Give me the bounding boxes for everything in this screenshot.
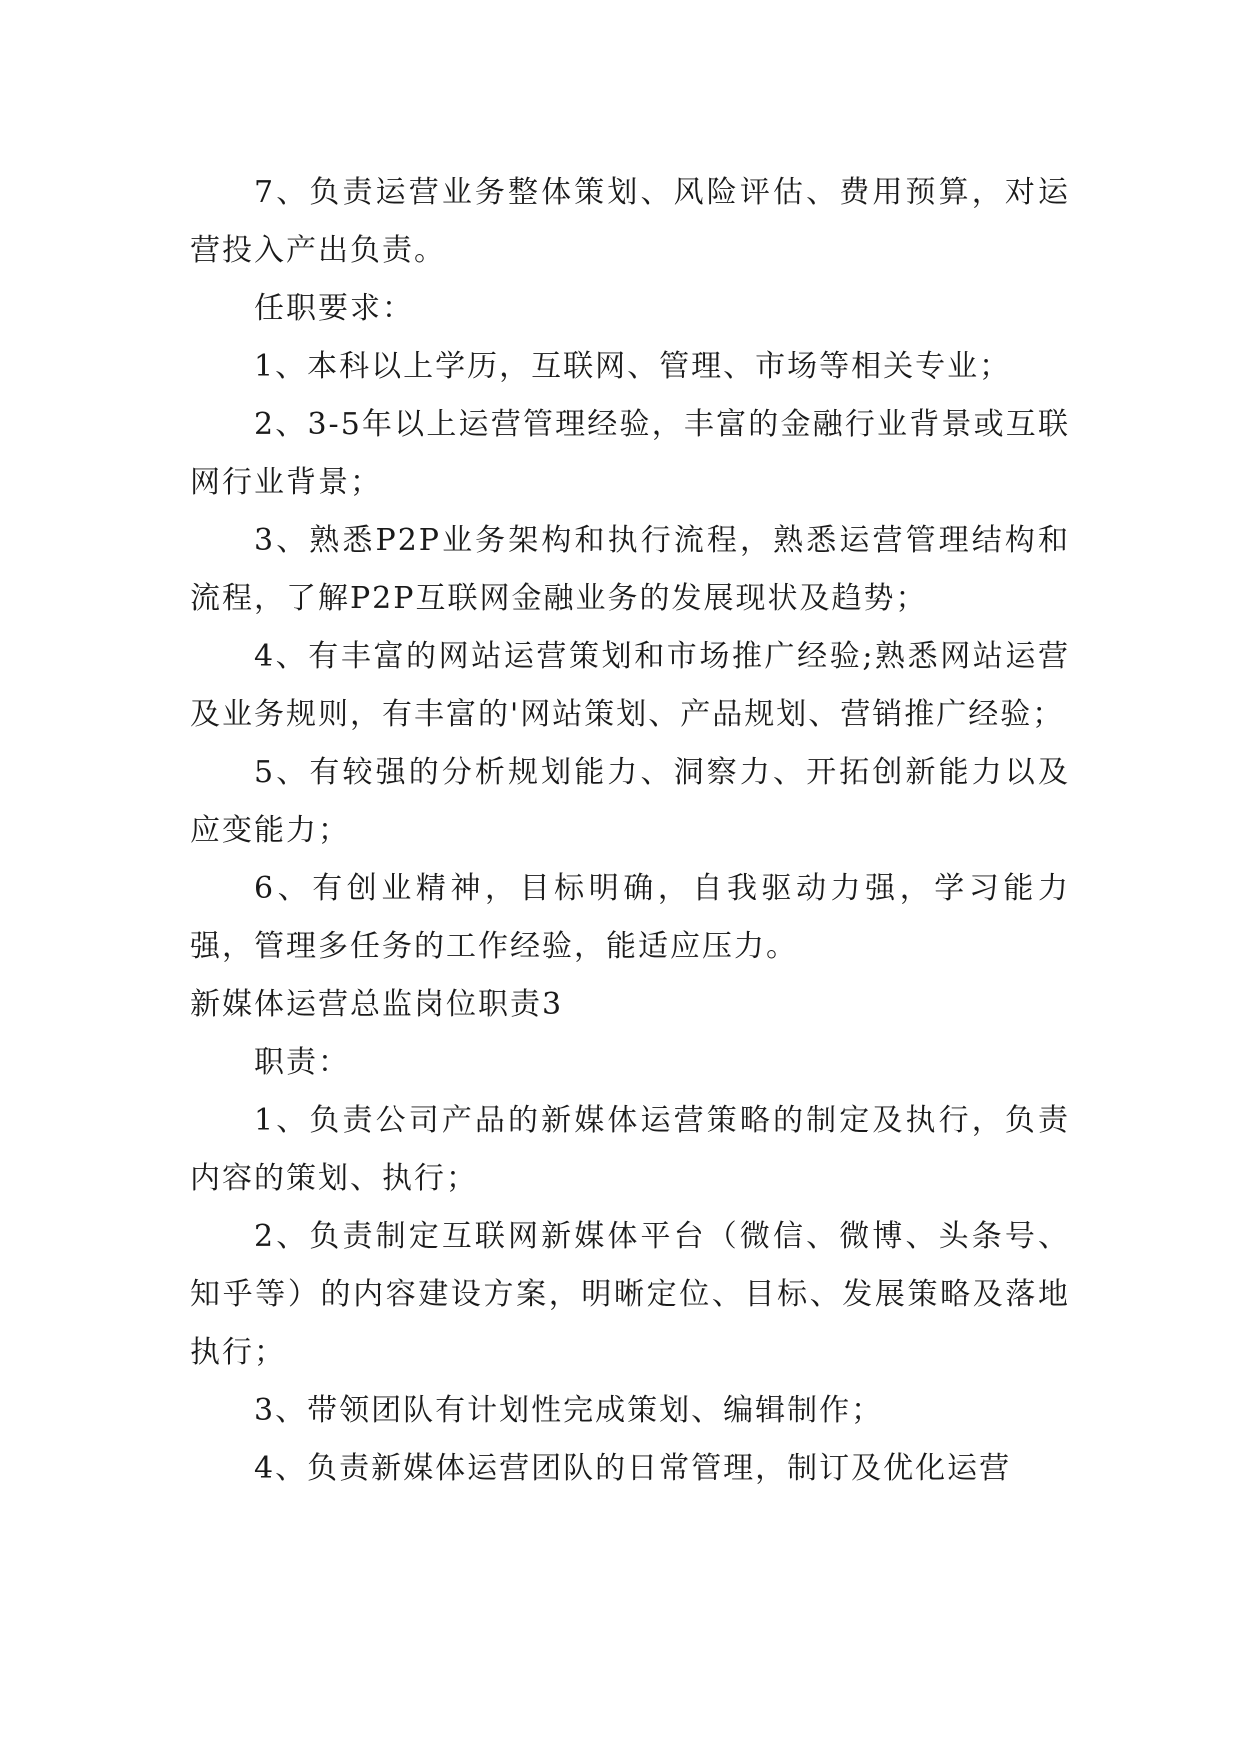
section-label-requirements: 任职要求： bbox=[254, 291, 414, 326]
paragraph-requirement-1: 1、本科以上学历，互联网、管理、市场等相关专业； bbox=[254, 349, 1012, 384]
paragraph-duty-4: 4、负责新媒体运营团队的日常管理，制订及优化运营 bbox=[254, 1451, 1012, 1486]
paragraph-duty-1: 1、负责公司产品的新媒体运营策略的制定及执行，负责内容的策划、执行； bbox=[190, 1103, 1070, 1196]
paragraph-requirement-2: 2、3-5年以上运营管理经验，丰富的金融行业背景或互联网行业背景； bbox=[190, 407, 1070, 500]
paragraph-requirement-3: 3、熟悉P2P业务架构和执行流程，熟悉运营管理结构和流程，了解P2P互联网金融业务的发展现状及趋势； bbox=[190, 523, 1070, 616]
section-label-duties: 职责： bbox=[254, 1045, 350, 1080]
paragraph-duty-3: 3、带领团队有计划性完成策划、编辑制作； bbox=[254, 1393, 884, 1428]
document-body bbox=[190, 164, 1070, 1498]
paragraph-duty-2: 2、负责制定互联网新媒体平台（微信、微博、头条号、知乎等）的内容建设方案，明晰定位、目标、发展策略及落地执行； bbox=[190, 1219, 1070, 1370]
paragraph-duty-7: 7、负责运营业务整体策划、风险评估、费用预算，对运营投入产出负责。 bbox=[190, 175, 1070, 268]
paragraph-requirement-4: 4、有丰富的网站运营策划和市场推广经验;熟悉网站运营及业务规则，有丰富的'网站策划、产品规划、营销推广经验； bbox=[190, 639, 1070, 732]
paragraph-requirement-5: 5、有较强的分析规划能力、洞察力、开拓创新能力以及应变能力； bbox=[190, 755, 1070, 848]
section-heading: 新媒体运营总监岗位职责3 bbox=[190, 987, 564, 1022]
paragraph-requirement-6: 6、有创业精神，目标明确，自我驱动力强，学习能力强，管理多任务的工作经验，能适应压力。 bbox=[190, 871, 1070, 964]
